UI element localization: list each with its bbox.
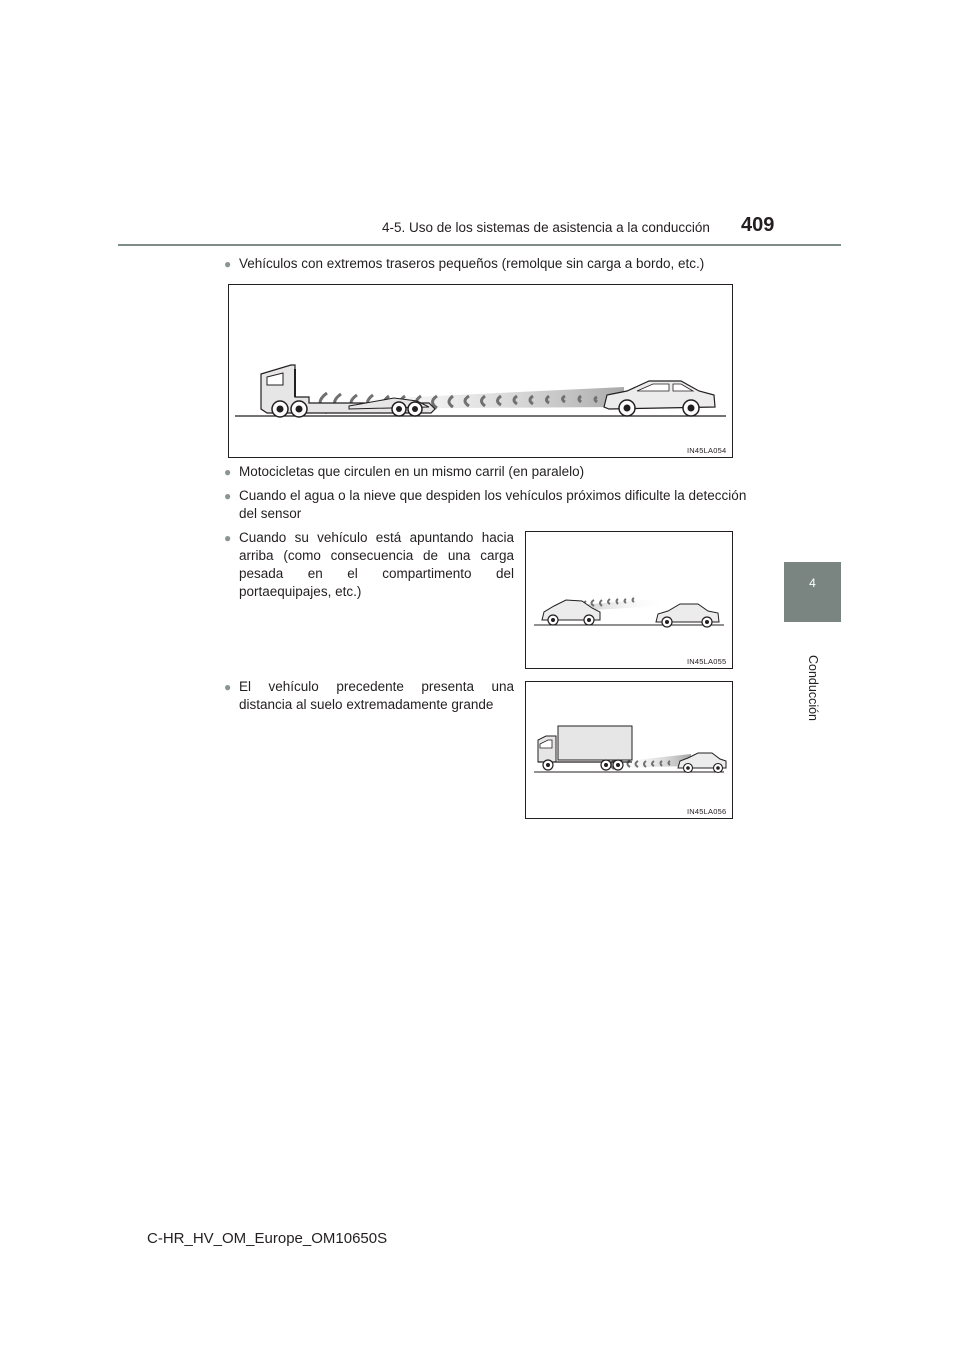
figure-high-clearance — [525, 681, 733, 819]
bullet-text-line: El vehículo precedente presenta una — [239, 679, 514, 694]
bullet-item — [224, 255, 784, 273]
upward-illustration — [526, 532, 732, 668]
bullet-text — [239, 487, 764, 523]
bullet-icon: ● — [224, 465, 232, 479]
bullet-text-line: pesada en el compartimento del — [239, 566, 514, 581]
trailer-illustration — [229, 285, 732, 457]
chapter-tab — [784, 562, 841, 622]
bullet-item — [224, 463, 784, 481]
figure-upward-pointing — [525, 531, 733, 669]
bullet-text-line: arriba (como consecuencia de una carga — [239, 548, 514, 563]
bullet-text-line: del sensor — [239, 506, 302, 521]
bullet-text: Vehículos con extremos traseros pequeños (remolque sin carga a bordo, etc.) — [239, 256, 705, 271]
bullet-text-line: Cuando el agua o la nieve que despiden los vehículos próximos dificulte la detección — [239, 488, 747, 503]
page-number: 409 — [741, 214, 775, 236]
bullet-text-line: Cuando su vehículo está apuntando hacia — [239, 530, 514, 545]
bullet-item — [224, 529, 514, 605]
bullet-icon: ● — [224, 257, 232, 271]
bullet-text-line: portaequipajes, etc.) — [239, 584, 362, 599]
figure-code: IN45LA056 — [687, 807, 727, 816]
bullet-text — [239, 678, 514, 714]
bullet-icon: ● — [224, 489, 232, 503]
footer-doc-id: C-HR_HV_OM_Europe_OM10650S — [147, 1230, 388, 1247]
chapter-label: Conducción — [806, 654, 820, 721]
bullet-text — [239, 529, 514, 601]
header-divider — [118, 244, 841, 246]
chapter-number: 4 — [809, 576, 816, 590]
bullet-item — [224, 678, 514, 714]
bullet-item — [224, 487, 764, 523]
bullet-text: Motocicletas que circulen en un mismo carril (en paralelo) — [239, 464, 585, 479]
bullet-icon: ● — [224, 680, 232, 694]
figure-code: IN45LA054 — [687, 446, 727, 455]
figure-trailer — [228, 284, 733, 458]
bullet-icon: ● — [224, 531, 232, 545]
bullet-text-line: distancia al suelo extremadamente grande — [239, 697, 494, 712]
section-title: 4-5. Uso de los sistemas de asistencia a la conducción — [382, 220, 710, 235]
high-clearance-illustration — [526, 682, 732, 818]
figure-code: IN45LA055 — [687, 657, 727, 666]
